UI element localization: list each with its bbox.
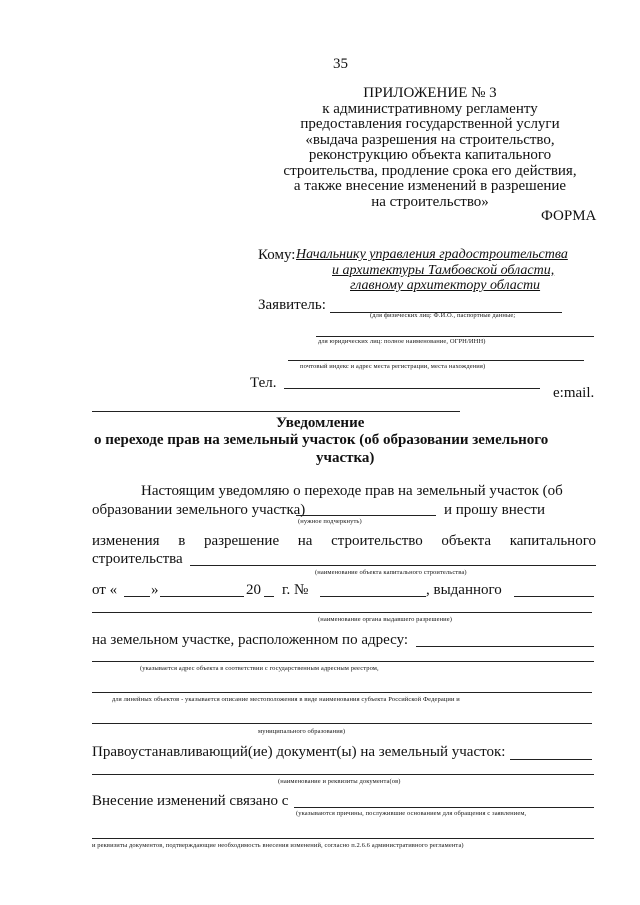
hint-underline: (нужное подчеркнуть) — [298, 518, 362, 525]
page-number: 35 — [333, 56, 348, 72]
applicant-legal-field[interactable] — [316, 336, 594, 337]
notice-subtitle-end: участка) — [316, 450, 375, 466]
hint-object: (наименование объекта капитального строительства) — [315, 569, 467, 576]
phone-label: Тел. — [250, 375, 277, 391]
date-prefix: от « — [92, 582, 118, 598]
object-name-field[interactable] — [190, 565, 596, 566]
word: разрешение — [203, 533, 280, 549]
body-text: Настоящим уведомляю о переходе прав на земельный участок (об — [141, 483, 563, 499]
word: изменения — [92, 533, 160, 549]
address-field-4[interactable] — [92, 723, 592, 724]
date-day-field[interactable] — [124, 596, 150, 597]
date-month-field[interactable] — [160, 596, 244, 597]
appendix-line: реконструкцию объекта капитального — [308, 147, 552, 163]
word: на — [297, 533, 313, 549]
date-quote: » — [151, 582, 159, 598]
appendix-title: ПРИЛОЖЕНИЕ № 3 — [363, 85, 497, 101]
hint-reasons: (указываются причины, послужившие основанием для обращения с заявлением, — [296, 810, 527, 817]
title-docs-field[interactable] — [510, 759, 592, 760]
hint-municipal: муниципального образования) — [258, 728, 346, 735]
changes-field[interactable] — [294, 807, 594, 808]
address-field[interactable] — [416, 646, 594, 647]
body-text: и прошу внести — [444, 502, 545, 518]
appendix-line: строительства, продление срока его действия, — [283, 162, 577, 179]
email-label: e:mail. — [553, 385, 595, 401]
notice-title: Уведомление — [276, 415, 365, 431]
land-plot-label: на земельном участке, расположенном по адресу: — [92, 632, 409, 648]
hint-individual: (для физических лиц: Ф.И.О., паспортные данные; — [370, 312, 516, 319]
underline-choice-field[interactable] — [296, 515, 436, 516]
hint-authority: (наименование органа выдавшего разрешение) — [318, 616, 453, 623]
date-year-field[interactable] — [264, 596, 274, 597]
date-year: 20 — [246, 582, 261, 598]
appendix-line: на строительство» — [371, 193, 489, 210]
email-field[interactable] — [92, 411, 460, 412]
applicant-label: Заявитель: — [258, 297, 326, 313]
hint-legal: для юридических лиц: полное наименование, ОГРН/ИНН) — [318, 338, 486, 345]
appendix-line: к административному регламенту — [322, 100, 538, 117]
number-label: г. № — [282, 582, 309, 598]
recipient-line: главному архитектору области — [350, 278, 541, 293]
issued-label: , выданного — [426, 582, 502, 598]
address-field-2[interactable] — [92, 661, 594, 662]
hint-linear: для линейных объектов - указывается описание местоположения в виде наименования субъекта Российской Федерации и — [112, 696, 460, 703]
title-docs-label: Правоустанавливающий(ие) документ(ы) на земельный участок: — [92, 744, 506, 760]
authority-field[interactable] — [92, 612, 592, 613]
recipient-line: и архитектуры Тамбовской области, — [332, 263, 555, 278]
phone-field[interactable] — [284, 388, 540, 389]
word: объекта — [441, 533, 492, 549]
body-text: образовании земельного участка) — [92, 502, 306, 518]
appendix-line: предоставления государственной услуги — [300, 116, 560, 132]
applicant-address-field[interactable] — [288, 360, 584, 361]
form-label: ФОРМА — [541, 208, 597, 224]
hint-address-state: (указывается адрес объекта в соответствии с государственным адресным реестром, — [140, 665, 379, 672]
permit-number-field[interactable] — [320, 596, 426, 597]
appendix-line: «выдача разрешения на строительство, — [305, 131, 555, 148]
word: строительство — [331, 533, 423, 549]
recipient-line: Начальнику управления градостроительства — [296, 247, 568, 262]
hint-requisites: и реквизиты документов, подтверждающие необходимость внесения изменений, согласно п.2.6.6 административного регламента) — [92, 842, 464, 849]
word: капитального — [509, 533, 596, 549]
hint-docs: (наименование и реквизиты документа(ов) — [278, 778, 401, 785]
notice-subtitle: о переходе прав на земельный участок (об образовании земельного — [94, 432, 549, 448]
issued-field[interactable] — [514, 596, 594, 597]
changes-field-2[interactable] — [92, 838, 594, 839]
appendix-block — [250, 86, 610, 210]
appendix-line: а также внесение изменений в разрешение — [293, 178, 567, 194]
title-docs-field-2[interactable] — [92, 774, 594, 775]
word: в — [178, 533, 186, 549]
hint-address: почтовый индекс и адрес места регистрации, места нахождения) — [300, 363, 486, 370]
recipient-label: Кому: — [258, 247, 296, 263]
address-field-3[interactable] — [92, 692, 592, 693]
body-text: строительства — [92, 551, 183, 567]
changes-label: Внесение изменений связано с — [92, 793, 289, 809]
body-text — [92, 533, 596, 550]
